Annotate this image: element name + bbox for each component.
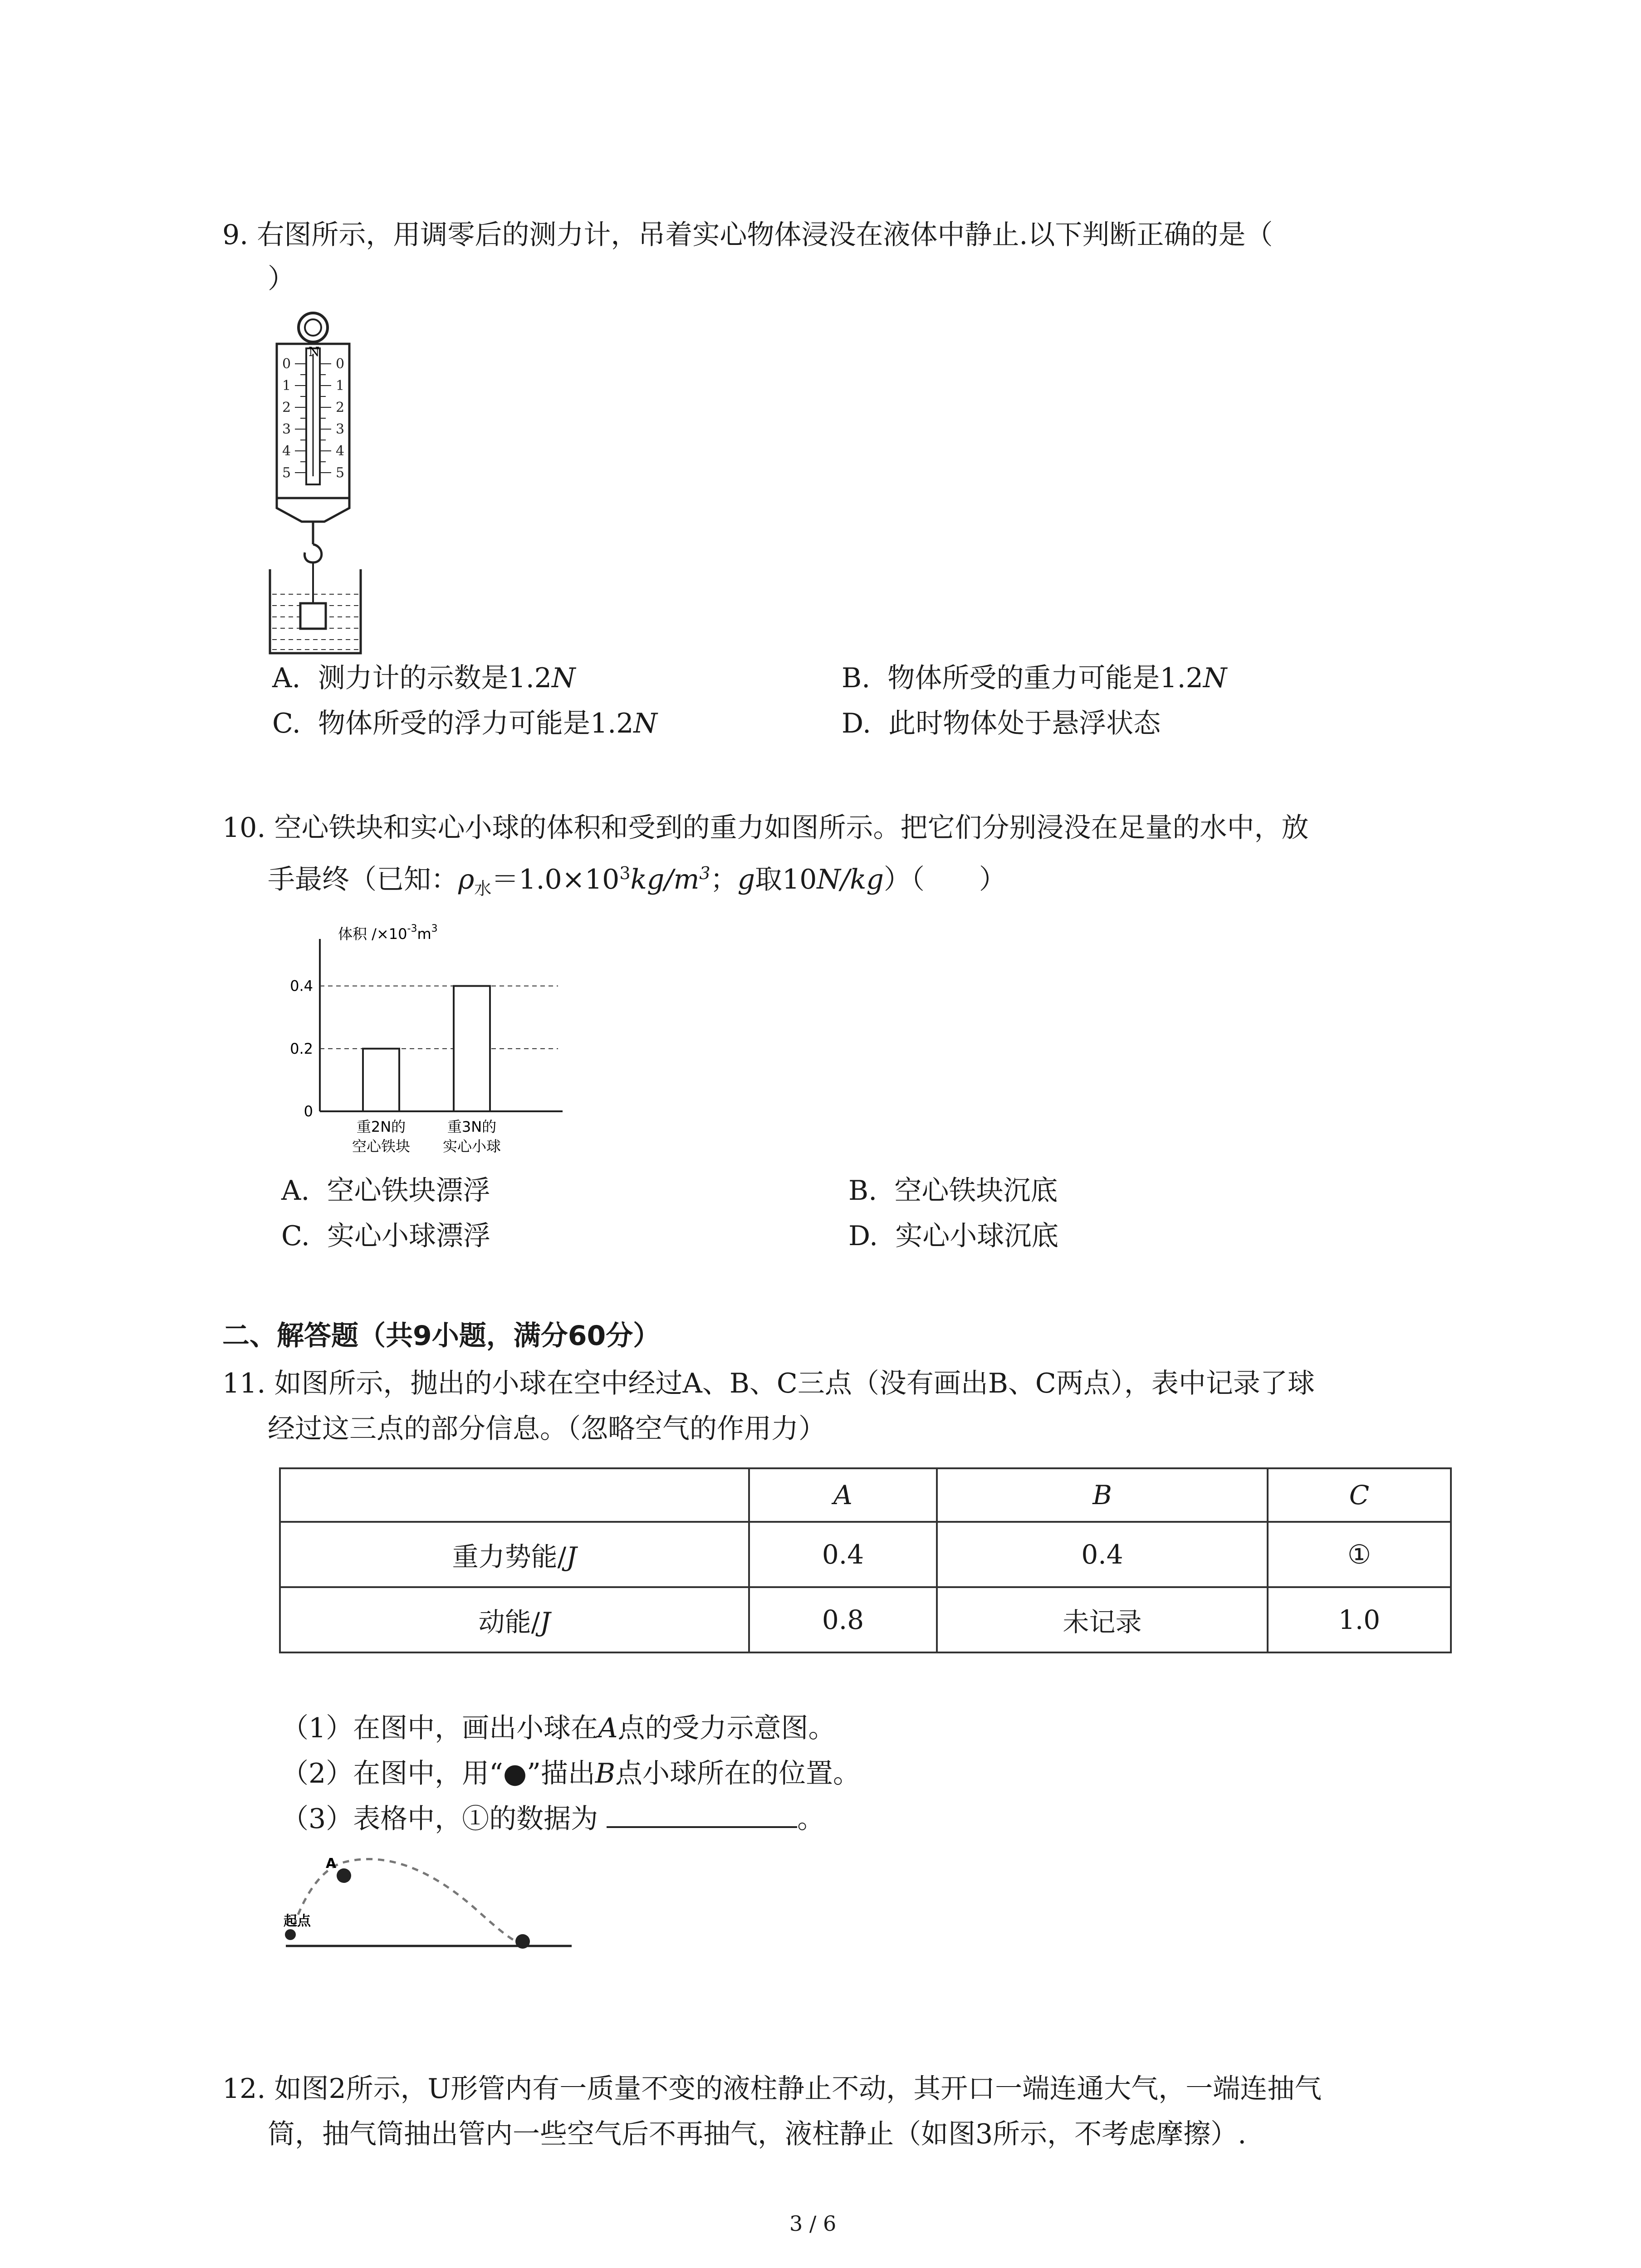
- q9-option-c[interactable]: C. 物体所受的浮力可能是1.2N: [272, 708, 657, 739]
- q11-sub1: （1）在图中，画出小球在A点的受力示意图。: [281, 1712, 836, 1744]
- q10-option-d[interactable]: D. 实心小球沉底: [848, 1220, 1059, 1252]
- q10-option-a[interactable]: A. 空心铁块漂浮: [281, 1175, 490, 1207]
- q9-option-d[interactable]: D. 此时物体处于悬浮状态: [842, 708, 1161, 739]
- q11-sub3: （3）表格中，①的数据为 。: [281, 1796, 824, 1842]
- q9-option-b[interactable]: B. 物体所受的重力可能是1.2N: [842, 662, 1227, 694]
- table-cell: 0.8: [749, 1587, 937, 1652]
- q10-stem-line1: 10. 空心铁块和实心小球的体积和受到的重力如图所示。把它们分别浸没在足量的水中，放: [222, 812, 1309, 844]
- table-row: [280, 1587, 1451, 1652]
- answer-blank[interactable]: [607, 1799, 797, 1828]
- q10-option-b[interactable]: B. 空心铁块沉底: [848, 1175, 1058, 1207]
- table-cell: ①: [1268, 1522, 1451, 1587]
- table-cell: 0.4: [749, 1522, 937, 1587]
- q9-stem-line2: ）: [268, 263, 295, 295]
- q10-volume-bar-chart: [272, 912, 572, 1184]
- scale-tick: 5: [336, 465, 345, 481]
- table-row-label: 重力势能/J: [280, 1522, 749, 1587]
- scale-tick: 1: [282, 378, 291, 394]
- scale-tick: 3: [336, 421, 345, 437]
- q12-stem-line2: 筒，抽气筒抽出管内一些空气后不再抽气，液柱静止（如图3所示，不考虑摩擦）.: [268, 2118, 1247, 2150]
- chart-y-tick-label: 0.4: [290, 977, 313, 995]
- label-a: A: [326, 1856, 337, 1872]
- chart-y-tick-label: 0.2: [290, 1040, 313, 1057]
- scale-tick: 4: [282, 443, 291, 459]
- scale-tick: 0: [336, 356, 345, 372]
- scale-tick: 1: [336, 378, 345, 394]
- scale-tick: 3: [282, 421, 291, 437]
- q10-stem-line2: 手最终（已知：$\rho_水=1.0\times 10^3kg/m^3$；g取10N/kg）（ ）: [268, 863, 1006, 899]
- q11-sub2: （2）在图中，用“●”描出B点小球所在的位置。: [281, 1758, 860, 1789]
- scale-unit: N: [309, 344, 320, 359]
- table-header-cell: B: [937, 1468, 1268, 1522]
- chart-category-label: 重3N的: [447, 1118, 497, 1135]
- table-header-cell: [280, 1468, 749, 1522]
- ball-a: [337, 1868, 351, 1883]
- chart-bar: [454, 986, 490, 1111]
- scale-tick: 4: [336, 443, 345, 459]
- table-header-row: [280, 1468, 1451, 1522]
- spring-scale-figure: [263, 308, 381, 662]
- chart-bar: [363, 1049, 399, 1111]
- table-cell: 1.0: [1268, 1587, 1451, 1652]
- q12-stem-line1: 12. 如图2所示，U形管内有一质量不变的液柱静止不动，其开口一端连通大气，一端连抽气: [222, 2073, 1322, 2105]
- q10-option-c[interactable]: C. 实心小球漂浮: [281, 1220, 490, 1252]
- q11-table: [279, 1467, 1452, 1653]
- q11-trajectory-diagram: [277, 1842, 585, 1950]
- table-header-cell: A: [749, 1468, 937, 1522]
- table-header-cell: C: [1268, 1468, 1451, 1522]
- label-start: 起点: [284, 1913, 311, 1929]
- start-ball: [285, 1929, 296, 1940]
- scale-tick: 5: [282, 465, 291, 481]
- q9-stem-line1: 9. 右图所示，用调零后的测力计，吊着实心物体浸没在液体中静止.以下判断正确的是（: [222, 219, 1273, 251]
- chart-y-tick-label: 0: [304, 1103, 313, 1120]
- table-row: [280, 1522, 1451, 1587]
- trajectory-path: [290, 1859, 522, 1944]
- table-cell: 未记录: [937, 1587, 1268, 1652]
- q11-stem-line2: 经过这三点的部分信息。（忽略空气的作用力）: [268, 1413, 826, 1445]
- scale-tick: 2: [282, 400, 291, 415]
- chart-category-label: 空心铁块: [352, 1138, 411, 1155]
- q11-stem-line1: 11. 如图所示，抛出的小球在空中经过A、B、C三点（没有画出B、C两点），表中记录了球: [222, 1368, 1315, 1399]
- scale-tick: 0: [282, 356, 291, 372]
- table-cell: 0.4: [937, 1522, 1268, 1587]
- page-number: 3 / 6: [789, 2211, 837, 2236]
- q9-option-a[interactable]: A. 测力计的示数是1.2N: [272, 662, 576, 694]
- chart-category-label: 实心小球: [442, 1138, 501, 1155]
- chart-ylabel: 体积 $/\times 10^{-3}m^3$: [338, 923, 438, 943]
- chart-category-label: 重2N的: [356, 1118, 406, 1135]
- section-title: 二、解答题（共9小题，满分60分）: [222, 1320, 661, 1352]
- scale-tick: 2: [336, 400, 345, 415]
- landing-ball: [515, 1934, 530, 1949]
- table-row-label: 动能/J: [280, 1587, 749, 1652]
